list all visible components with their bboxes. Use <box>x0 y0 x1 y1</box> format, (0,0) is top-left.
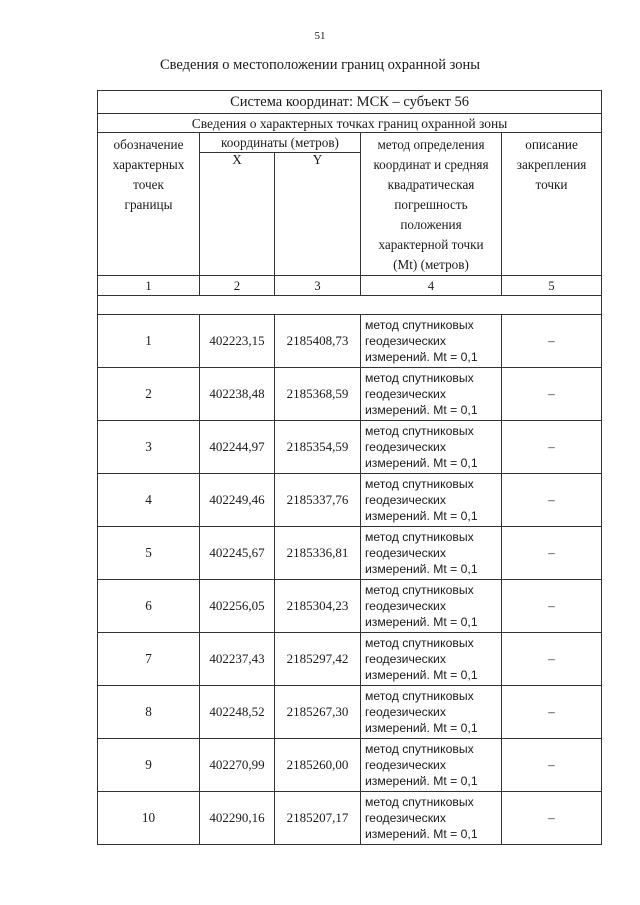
method-header <box>361 133 502 276</box>
x-coordinate-cell: 402245,67 <box>200 527 275 580</box>
document-title: Сведения о местоположении границ охранной зоны <box>159 57 480 73</box>
method-line: геодезических <box>365 705 446 719</box>
description-cell: – <box>502 421 602 474</box>
header-line: обозначение <box>113 137 184 152</box>
point-number-cell: 7 <box>98 633 200 686</box>
method-line: измерений. Mt = 0,1 <box>365 774 478 788</box>
header-line: координат и средняя <box>373 157 489 172</box>
x-coordinate-cell: 402290,16 <box>200 792 275 845</box>
method-cell <box>361 792 502 845</box>
x-coordinate-cell: 402256,05 <box>200 580 275 633</box>
method-line: измерений. Mt = 0,1 <box>365 350 478 364</box>
description-header <box>502 133 602 276</box>
method-line: метод спутниковых <box>365 795 474 809</box>
method-cell <box>361 368 502 421</box>
point-number-cell: 5 <box>98 527 200 580</box>
x-coordinate-cell: 402249,46 <box>200 474 275 527</box>
coordinates-header: координаты (метров) <box>200 133 361 153</box>
header-line: закрепления <box>516 157 587 172</box>
point-number-cell: 2 <box>98 368 200 421</box>
method-line: измерений. Mt = 0,1 <box>365 456 478 470</box>
table-row <box>98 421 602 474</box>
y-coordinate-cell: 2185368,59 <box>275 368 361 421</box>
method-line: метод спутниковых <box>365 318 474 332</box>
method-line: измерений. Mt = 0,1 <box>365 721 478 735</box>
point-number-cell: 4 <box>98 474 200 527</box>
method-line: измерений. Mt = 0,1 <box>365 509 478 523</box>
table-row <box>98 686 602 739</box>
method-line: геодезических <box>365 387 446 401</box>
point-number-cell: 8 <box>98 686 200 739</box>
header-line: погрешность <box>394 197 468 212</box>
description-cell: – <box>502 315 602 368</box>
method-line: геодезических <box>365 599 446 613</box>
method-line: измерений. Mt = 0,1 <box>365 668 478 682</box>
x-header: X <box>200 153 275 276</box>
method-line: метод спутниковых <box>365 530 474 544</box>
method-line: метод спутниковых <box>365 583 474 597</box>
y-coordinate-cell: 2185354,59 <box>275 421 361 474</box>
table-row <box>98 474 602 527</box>
header-line: квадратическая <box>387 177 475 192</box>
table-row <box>98 739 602 792</box>
column-number: 1 <box>98 276 200 296</box>
table-row <box>98 792 602 845</box>
method-line: метод спутниковых <box>365 477 474 491</box>
description-cell: – <box>502 527 602 580</box>
table-row <box>98 315 602 368</box>
header-line: характерных <box>112 157 185 172</box>
method-line: геодезических <box>365 334 446 348</box>
description-cell: – <box>502 580 602 633</box>
points-info-header: Сведения о характерных точках границ охранной зоны <box>98 114 602 133</box>
y-coordinate-cell: 2185267,30 <box>275 686 361 739</box>
point-number-cell: 10 <box>98 792 200 845</box>
column-number: 3 <box>275 276 361 296</box>
method-cell <box>361 527 502 580</box>
y-coordinate-cell: 2185336,81 <box>275 527 361 580</box>
y-coordinate-cell: 2185304,23 <box>275 580 361 633</box>
method-line: измерений. Mt = 0,1 <box>365 615 478 629</box>
x-coordinate-cell: 402270,99 <box>200 739 275 792</box>
x-coordinate-cell: 402244,97 <box>200 421 275 474</box>
method-line: метод спутниковых <box>365 689 474 703</box>
x-coordinate-cell: 402238,48 <box>200 368 275 421</box>
method-cell <box>361 633 502 686</box>
method-line: геодезических <box>365 758 446 772</box>
method-line: геодезических <box>365 546 446 560</box>
point-number-cell: 6 <box>98 580 200 633</box>
spacer-row <box>98 296 602 315</box>
method-line: метод спутниковых <box>365 636 474 650</box>
table-row <box>98 527 602 580</box>
page-number: 51 <box>314 30 326 42</box>
method-cell <box>361 474 502 527</box>
column-number: 4 <box>361 276 502 296</box>
method-line: метод спутниковых <box>365 371 474 385</box>
column-number: 2 <box>200 276 275 296</box>
table-row <box>98 368 602 421</box>
method-cell <box>361 421 502 474</box>
table-row <box>98 580 602 633</box>
y-coordinate-cell: 2185297,42 <box>275 633 361 686</box>
description-cell: – <box>502 633 602 686</box>
description-cell: – <box>502 792 602 845</box>
method-cell <box>361 580 502 633</box>
y-coordinate-cell: 2185207,17 <box>275 792 361 845</box>
method-line: геодезических <box>365 493 446 507</box>
y-coordinate-cell: 2185337,76 <box>275 474 361 527</box>
header-line: характерной точки <box>378 237 484 252</box>
coordinate-system-header: Система координат: МСК – субъект 56 <box>98 91 602 114</box>
method-cell <box>361 686 502 739</box>
x-coordinate-cell: 402223,15 <box>200 315 275 368</box>
method-line: измерений. Mt = 0,1 <box>365 827 478 841</box>
header-line: описание <box>525 137 578 152</box>
method-line: измерений. Mt = 0,1 <box>365 403 478 417</box>
description-cell: – <box>502 686 602 739</box>
column-number: 5 <box>502 276 602 296</box>
table-row <box>98 633 602 686</box>
point-number-cell: 3 <box>98 421 200 474</box>
y-coordinate-cell: 2185260,00 <box>275 739 361 792</box>
description-cell: – <box>502 368 602 421</box>
x-coordinate-cell: 402237,43 <box>200 633 275 686</box>
method-cell <box>361 315 502 368</box>
header-line: положения <box>400 217 462 232</box>
y-header: Y <box>275 153 361 276</box>
y-coordinate-cell: 2185408,73 <box>275 315 361 368</box>
description-cell: – <box>502 739 602 792</box>
point-number-cell: 1 <box>98 315 200 368</box>
header-line: точки <box>535 177 568 192</box>
method-cell <box>361 739 502 792</box>
method-line: геодезических <box>365 440 446 454</box>
method-line: геодезических <box>365 652 446 666</box>
description-cell: – <box>502 474 602 527</box>
header-line: метод определения <box>377 137 485 152</box>
method-line: измерений. Mt = 0,1 <box>365 562 478 576</box>
method-line: метод спутниковых <box>365 424 474 438</box>
header-line: границы <box>124 197 173 212</box>
point-number-cell: 9 <box>98 739 200 792</box>
x-coordinate-cell: 402248,52 <box>200 686 275 739</box>
method-line: геодезических <box>365 811 446 825</box>
header-line: точек <box>133 177 164 192</box>
boundary-points-table <box>97 90 602 845</box>
method-line: метод спутниковых <box>365 742 474 756</box>
header-line: (Mt) (метров) <box>393 257 469 272</box>
point-designation-header <box>98 133 200 276</box>
